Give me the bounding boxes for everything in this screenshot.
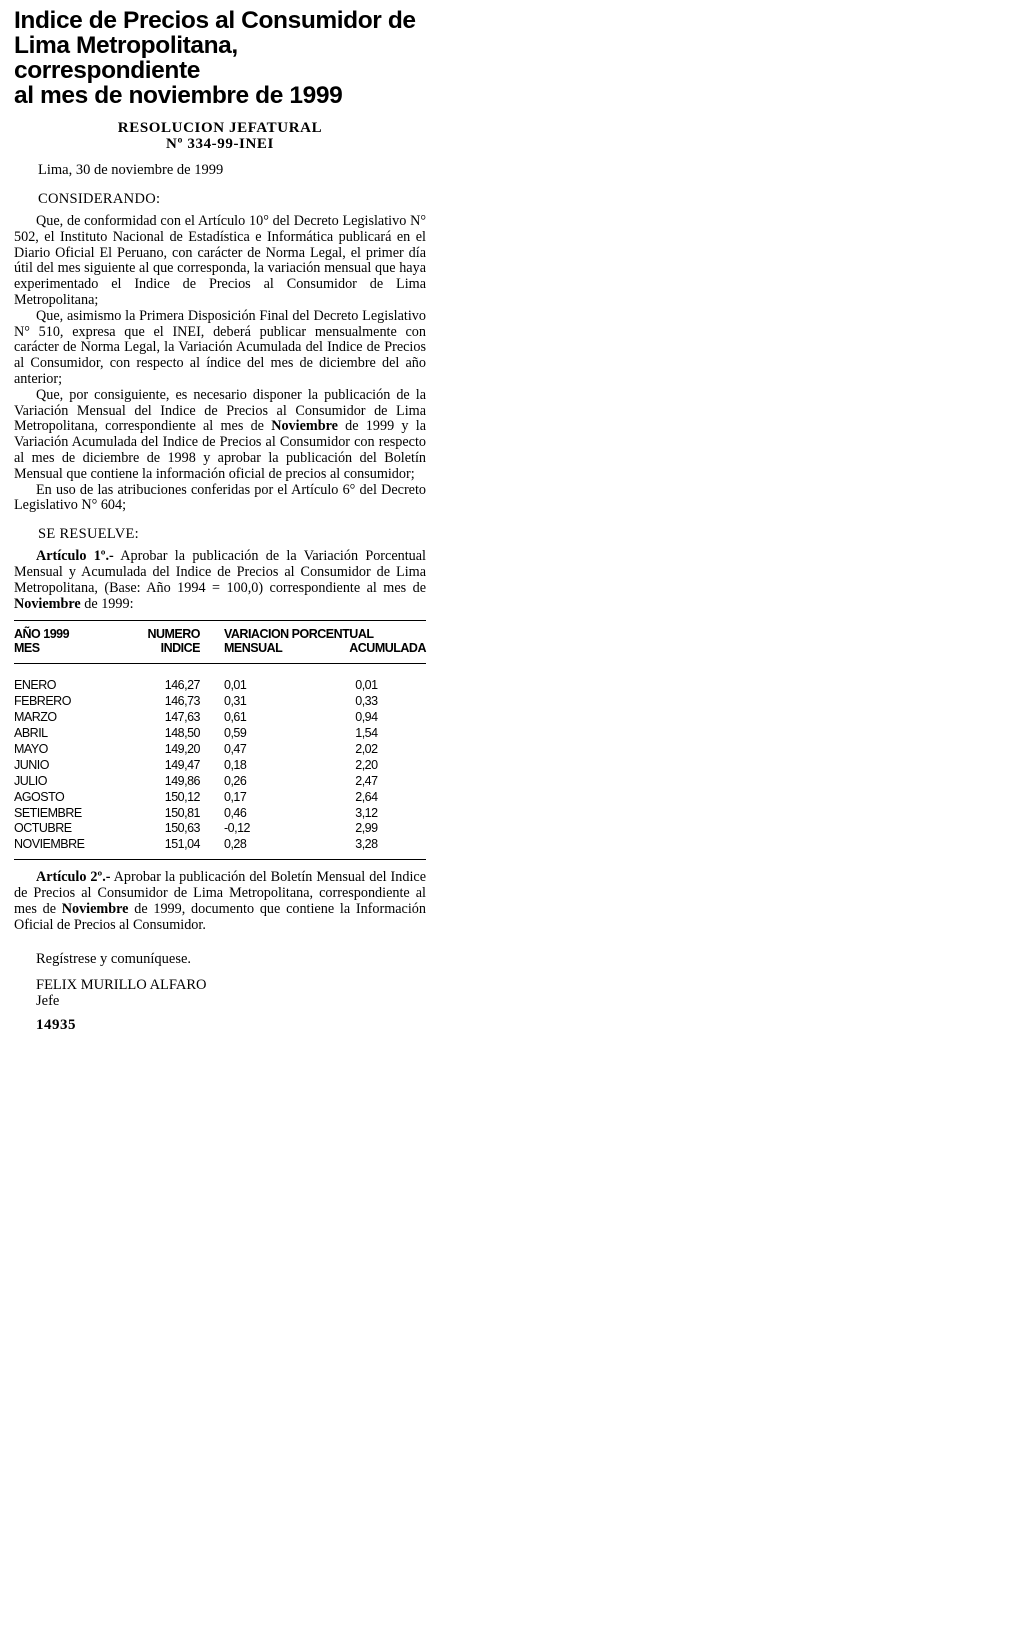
table-row bbox=[14, 694, 426, 710]
cell-monthly-variation: -0,12 bbox=[224, 821, 250, 836]
table-row bbox=[14, 726, 426, 742]
cell-month: OCTUBRE bbox=[14, 821, 72, 836]
cell-index: 149,47 bbox=[164, 757, 200, 772]
article-1-month: Noviembre bbox=[14, 595, 81, 612]
cell-monthly-variation: 0,17 bbox=[224, 789, 247, 804]
table-header-row-1 bbox=[14, 627, 426, 641]
paragraph-3-month: Noviembre bbox=[271, 418, 338, 435]
paragraph-3 bbox=[14, 388, 426, 483]
cell-monthly-variation: 0,31 bbox=[224, 694, 247, 709]
cell-index: 146,73 bbox=[164, 694, 200, 709]
document-date: Lima, 30 de noviembre de 1999 bbox=[38, 162, 224, 178]
paragraph-3-text: Que, por consiguiente, es necesario disponer la publicación de la Variación Mensual del Indice de Precios al Consumidor de Lima Metropolitana, correspondiente al mes de bbox=[14, 386, 426, 435]
article-2-label: Artículo 2º.- bbox=[36, 869, 111, 886]
cell-index: 149,20 bbox=[164, 741, 200, 756]
ipc-table bbox=[14, 627, 426, 853]
cell-index: 148,50 bbox=[164, 726, 200, 741]
cell-monthly-variation: 0,26 bbox=[224, 773, 247, 788]
cell-cumulative-variation: 2,64 bbox=[355, 789, 378, 804]
table-row bbox=[14, 821, 426, 837]
document bbox=[14, 8, 426, 1034]
header-acumulada: ACUMULADA bbox=[349, 641, 426, 656]
table-row bbox=[14, 790, 426, 806]
article-2 bbox=[14, 870, 426, 933]
cell-cumulative-variation: 3,28 bbox=[355, 837, 378, 852]
article-1 bbox=[14, 549, 426, 612]
se-resuelve-heading: SE RESUELVE: bbox=[38, 526, 139, 543]
considerando-heading: CONSIDERANDO: bbox=[38, 191, 161, 207]
cell-month: MAYO bbox=[14, 741, 48, 756]
table-bottom-rule bbox=[14, 859, 426, 860]
document-number: 14935 bbox=[36, 1017, 76, 1034]
cell-month: AGOSTO bbox=[14, 789, 65, 804]
cell-month: JUNIO bbox=[14, 757, 49, 772]
cell-monthly-variation: 0,46 bbox=[224, 805, 247, 820]
cell-monthly-variation: 0,18 bbox=[224, 757, 247, 772]
ipc-table-body bbox=[14, 678, 426, 853]
table-header-rule bbox=[14, 664, 426, 679]
header-variacion: VARIACION PORCENTUAL bbox=[224, 627, 374, 642]
cell-cumulative-variation: 0,94 bbox=[355, 710, 378, 725]
table-row bbox=[14, 837, 426, 853]
cell-index: 150,12 bbox=[164, 789, 200, 804]
cell-index: 151,04 bbox=[164, 837, 200, 852]
cell-month: MARZO bbox=[14, 710, 57, 725]
header-mensual: MENSUAL bbox=[224, 641, 283, 656]
title-line: Lima Metropolitana, correspondiente bbox=[14, 32, 238, 84]
header-numero: NUMERO bbox=[147, 627, 200, 642]
cell-monthly-variation: 0,28 bbox=[224, 837, 247, 852]
closing-formula: Regístrese y comuníquese. bbox=[36, 951, 192, 968]
cell-cumulative-variation: 2,99 bbox=[355, 821, 378, 836]
cell-cumulative-variation: 3,12 bbox=[355, 805, 378, 820]
resolution-number: Nº 334-99-INEI bbox=[166, 136, 274, 152]
table-header-row-2 bbox=[14, 641, 426, 655]
header-month: MES bbox=[14, 641, 40, 656]
cell-monthly-variation: 0,59 bbox=[224, 726, 247, 741]
cell-cumulative-variation: 0,33 bbox=[355, 694, 378, 709]
cell-month: ABRIL bbox=[14, 726, 48, 741]
table-row bbox=[14, 774, 426, 790]
table-top-rule bbox=[14, 620, 426, 621]
cell-index: 150,63 bbox=[164, 821, 200, 836]
table-row bbox=[14, 758, 426, 774]
article-2-text-end: de 1999, documento que contiene la Información Oficial de Precios al Consumidor. bbox=[14, 900, 426, 933]
cell-monthly-variation: 0,01 bbox=[224, 678, 247, 693]
cell-index: 150,81 bbox=[164, 805, 200, 820]
signer-name: FELIX MURILLO ALFARO bbox=[36, 977, 207, 994]
paragraph-4: En uso de las atribuciones conferidas por el Artículo 6° del Decreto Legislativo N° 604; bbox=[14, 481, 426, 514]
resolution-heading bbox=[14, 120, 426, 152]
article-1-text-end: de 1999: bbox=[80, 595, 134, 612]
paragraph-2: Que, asimismo la Primera Disposición Final del Decreto Legislativo N° 510, expresa que el INEI, deberá publicar mensualmente con carácter de Norma Legal, la Variación Acumulada del Indice de Precios al Consumidor, con respecto al índice del mes de diciembre del año anterior; bbox=[14, 307, 426, 387]
cell-month: ENERO bbox=[14, 678, 56, 693]
title-line: al mes de noviembre de 1999 bbox=[14, 82, 343, 109]
article-2-text: Aprobar la publicación del Boletín Mensual del Indice de Precios al Consumidor de Lima Metropolitana, correspondiente al mes de bbox=[14, 869, 426, 917]
table-row bbox=[14, 806, 426, 822]
cell-cumulative-variation: 2,02 bbox=[355, 741, 378, 756]
cell-cumulative-variation: 0,01 bbox=[355, 678, 378, 693]
title-line: Indice de Precios al Consumidor de bbox=[14, 7, 416, 34]
table-row bbox=[14, 710, 426, 726]
cell-month: SETIEMBRE bbox=[14, 805, 82, 820]
cell-monthly-variation: 0,61 bbox=[224, 710, 247, 725]
header-indice: INDICE bbox=[160, 641, 200, 656]
cell-cumulative-variation: 2,47 bbox=[355, 773, 378, 788]
cell-index: 147,63 bbox=[164, 710, 200, 725]
signer-title: Jefe bbox=[36, 993, 60, 1010]
resolution-type: RESOLUCION JEFATURAL bbox=[117, 120, 323, 136]
article-2-month: Noviembre bbox=[61, 900, 129, 917]
considerando-body bbox=[14, 214, 426, 514]
cell-index: 149,86 bbox=[164, 773, 200, 788]
cell-index: 146,27 bbox=[164, 678, 200, 693]
cell-month: NOVIEMBRE bbox=[14, 837, 85, 852]
table-row bbox=[14, 678, 426, 694]
cell-month: JULIO bbox=[14, 773, 47, 788]
cell-cumulative-variation: 1,54 bbox=[355, 726, 378, 741]
paragraph-1: Que, de conformidad con el Artículo 10° del Decreto Legislativo N° 502, el Instituto Nacional de Estadística e Informática publicará en el Diario Oficial El Peruano, con carácter de Norma Legal, el primer día útil del mes siguiente al que corresponda, la variación mensual que haya experimentado el Indice de Precios al Consumidor de Lima Metropolitana; bbox=[14, 213, 426, 308]
header-year: AÑO 1999 bbox=[14, 627, 70, 642]
cell-monthly-variation: 0,47 bbox=[224, 741, 247, 756]
cell-cumulative-variation: 2,20 bbox=[355, 757, 378, 772]
table-row bbox=[14, 742, 426, 758]
cell-month: FEBRERO bbox=[14, 694, 71, 709]
article-1-label: Artículo 1º.- bbox=[36, 548, 114, 565]
article-1-text: Aprobar la publicación de la Variación Porcentual Mensual y Acumulada del Indice de Precios al Consumidor de Lima Metropolitana, (Base: Año 1994 = 100,0) correspondiente al mes de bbox=[14, 548, 426, 596]
paragraph-3-text-end: de 1999 y la Variación Acumulada del Indice de Precios al Consumidor con respecto al mes de diciembre de 1998 y aprobar la publicación del Boletín Mensual que contiene la información oficial de precios al consumidor; bbox=[14, 418, 426, 482]
document-title bbox=[14, 8, 426, 108]
